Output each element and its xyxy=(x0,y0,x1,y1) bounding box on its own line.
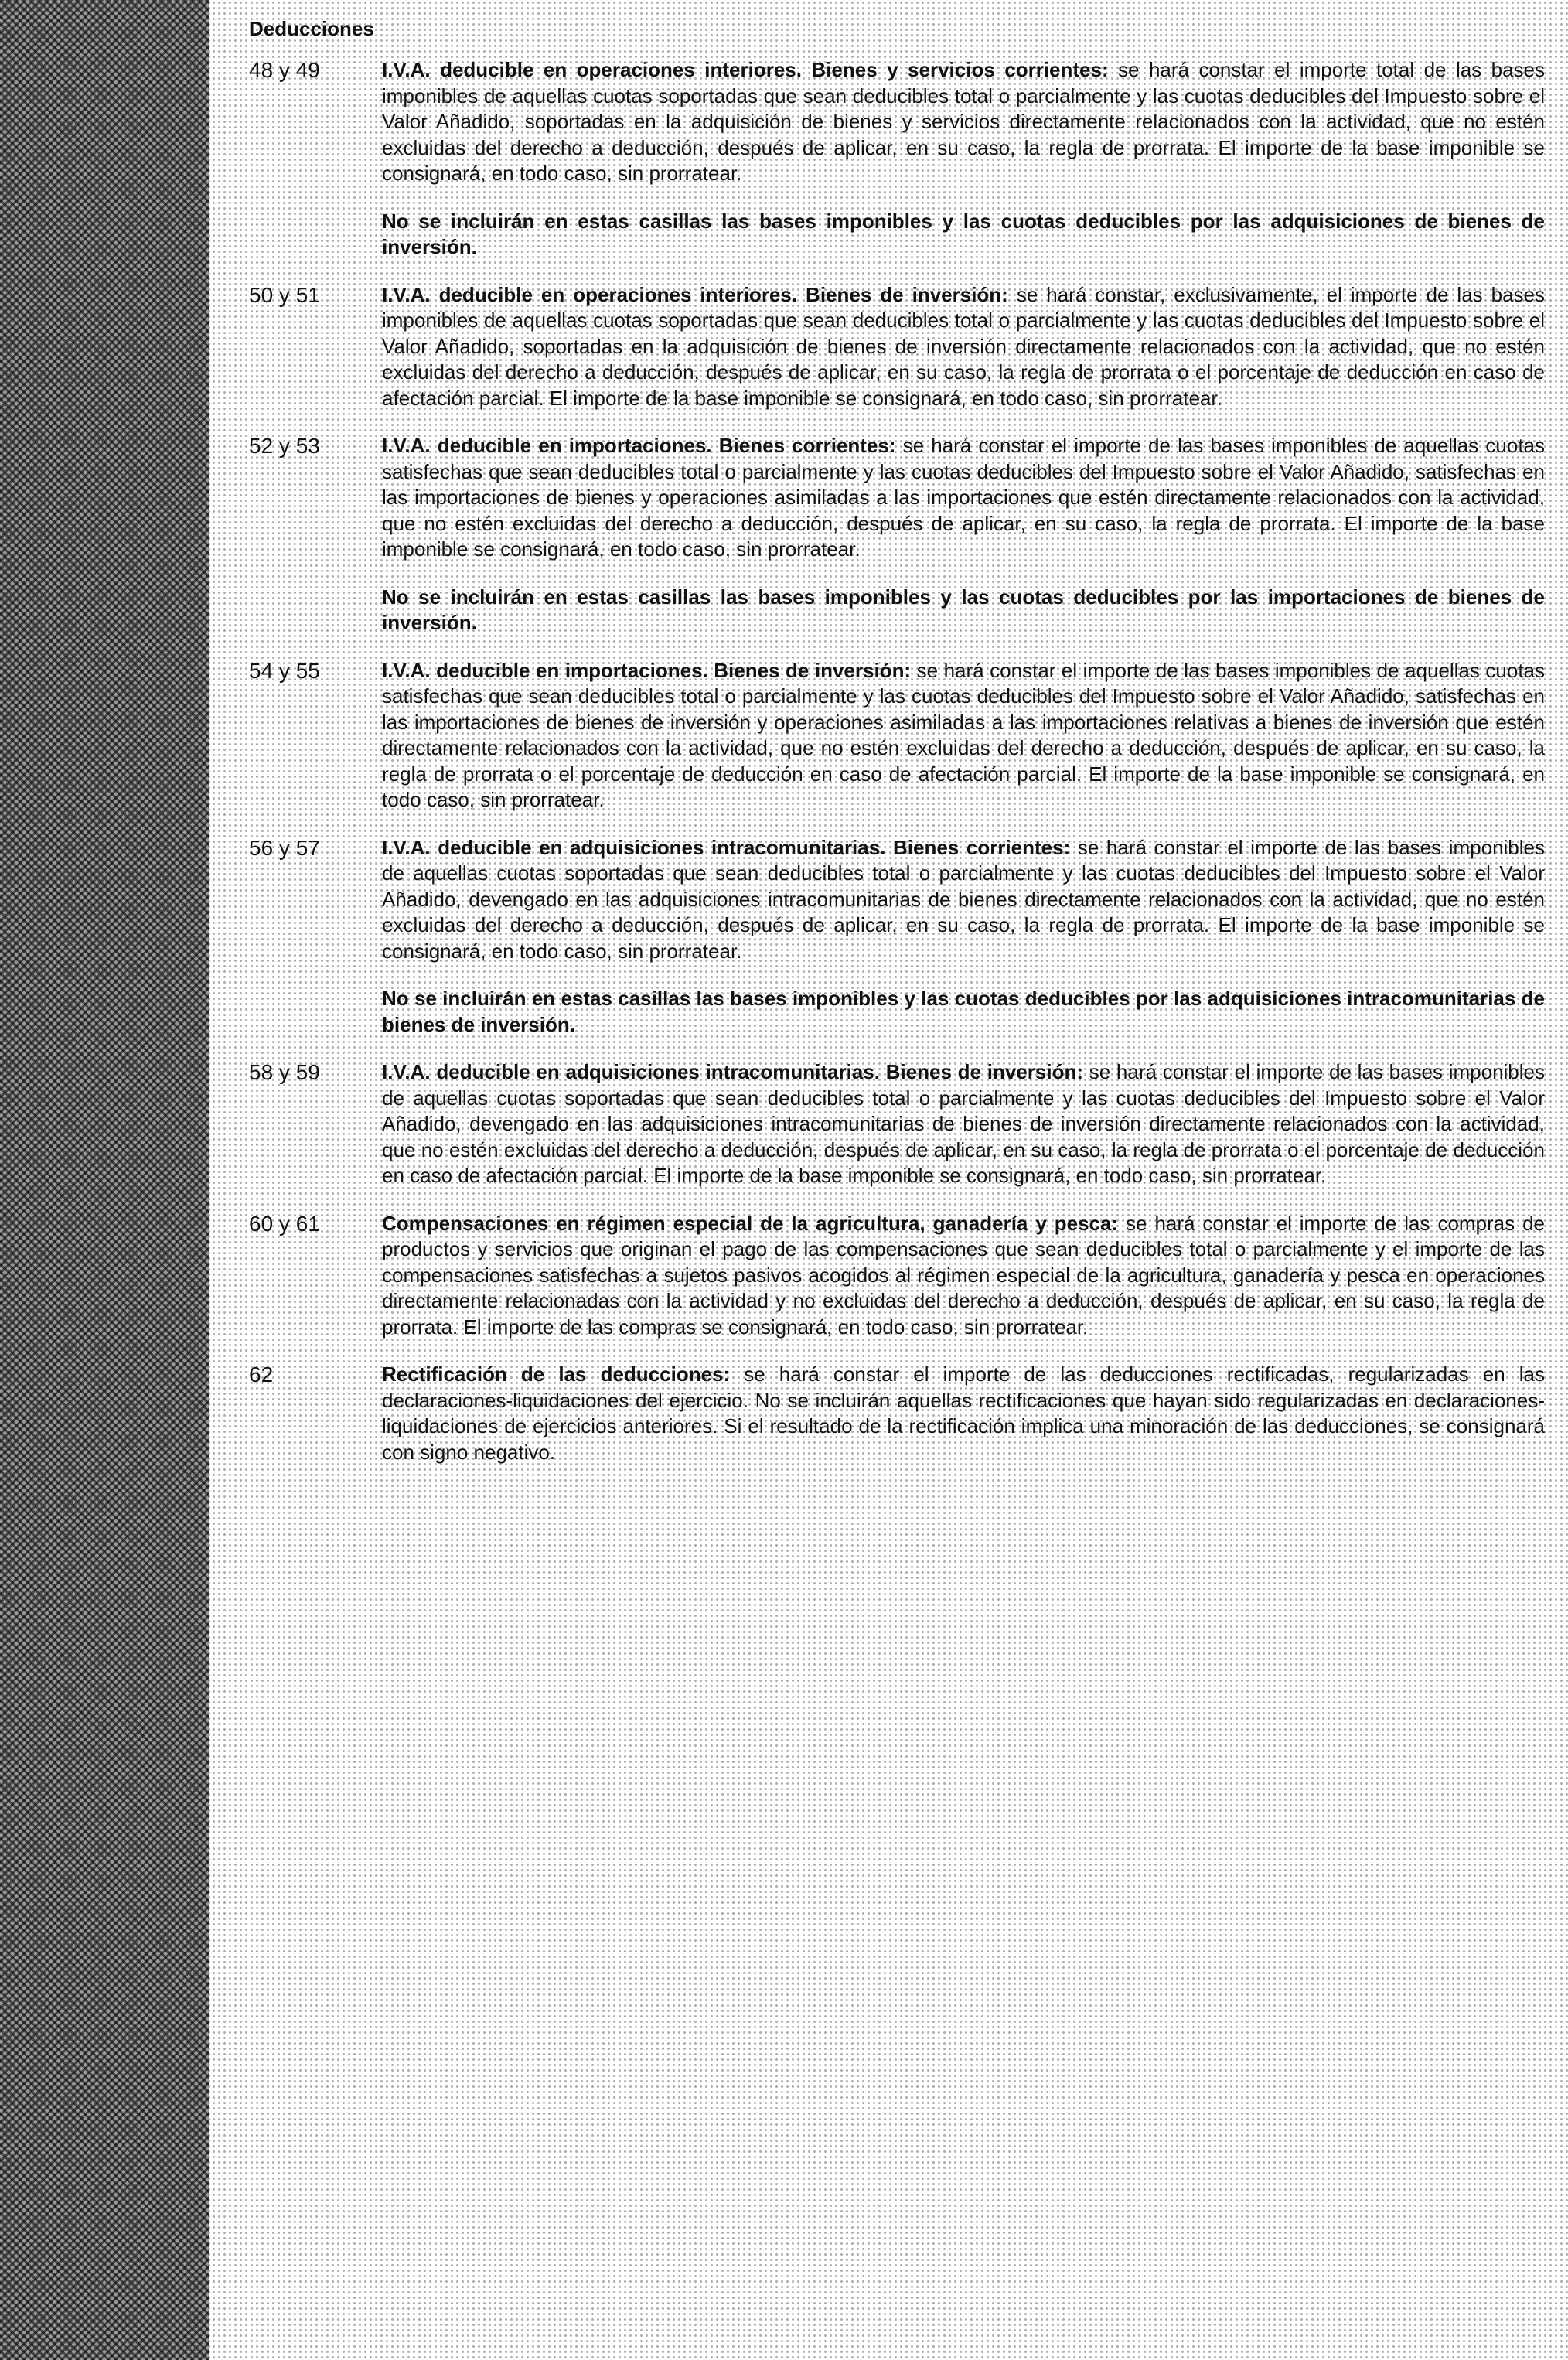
entry-paragraph xyxy=(382,1059,1545,1189)
section-title: Deducciones xyxy=(249,17,374,40)
entry-58-59 xyxy=(249,1059,1545,1189)
entry-paragraph xyxy=(382,658,1545,813)
entry-text: se hará constar, exclusivamente, el importe de las bases imponibles de aquellas cuotas soportadas que sean deducibles total o parcialmente y las cuotas deducibles del Impuesto sobre el Valor Añadido, soportadas en la adquisición de bienes de inversión directamente relacionados con la actividad, que no estén excluidas del derecho a deducción, después de aplicar, en su caso, la regla de prorrata o el porcentaje de deducción en caso de afectación parcial. El importe de la base imponible se consignará, en todo caso, sin prorratear. xyxy=(382,282,1545,410)
entry-body xyxy=(382,658,1545,813)
entry-heading: Compensaciones en régimen especial de la agricultura, ganadería y pesca: xyxy=(382,1211,1119,1235)
entry-body xyxy=(382,1211,1545,1341)
entry-paragraph xyxy=(382,1211,1545,1341)
entry-body xyxy=(382,433,1545,636)
entry-code: 48 y 49 xyxy=(249,58,320,82)
entry-heading: I.V.A. deducible en operaciones interiores. Bienes de inversión: xyxy=(382,282,1008,306)
document-content xyxy=(249,15,1545,1487)
entry-code: 58 y 59 xyxy=(249,1060,320,1084)
entry-heading: I.V.A. deducible en importaciones. Bienes corrientes: xyxy=(382,434,896,457)
entry-code: 60 y 61 xyxy=(249,1211,320,1236)
entry-56-57 xyxy=(249,835,1545,1038)
entry-text: se hará constar el importe de las bases imponibles de aquellas cuotas soportadas que sean deducibles total o parcialmente y las cuotas deducibles del Impuesto sobre el Valor Añadido, devengado en las adquisiciones intracomunitarias de bienes directamente relacionados con la actividad, que no estén excluidas del derecho a deducción, después de aplicar, en su caso, la regla de prorrata. El importe de la base imponible se consignará, en todo caso, sin prorratear. xyxy=(382,835,1545,963)
entry-paragraph xyxy=(382,282,1545,412)
entry-heading: I.V.A. deducible en adquisiciones intracomunitarias. Bienes de inversión: xyxy=(382,1060,1083,1083)
entry-54-55 xyxy=(249,658,1545,813)
entry-text: se hará constar el importe total de las bases imponibles de aquellas cuotas soportadas que sean deducibles total o parcialmente y las cuotas deducibles del Impuesto sobre el Valor Añadido, soportadas en la adquisición de bienes y servicios directamente relacionados con la actividad, que no estén excluidas del derecho a deducción, después de aplicar, en su caso, la regla de prorrata. El importe de la base imponible se consignará, en todo caso, sin prorratear. xyxy=(382,58,1546,185)
entry-48-49 xyxy=(249,57,1545,261)
entry-body xyxy=(382,282,1545,412)
entry-note: No se incluirán en estas casillas las bases imponibles y las cuotas deducibles por las importaciones de bienes de inversión. xyxy=(382,585,1545,634)
entry-heading: I.V.A. deducible en importaciones. Bienes de inversión: xyxy=(382,658,912,682)
entry-60-61 xyxy=(249,1211,1545,1341)
entry-text: se hará constar el importe de las deducciones rectificadas, regularizadas en las declaraciones-liquidaciones del ejercicio. No se incluirán aquellas rectificaciones que hayan sido regularizadas en declaraciones-liquidaciones de ejercicios anteriores. Si el resultado de la rectificación implica una minoración de las deducciones, se consignará con signo negativo. xyxy=(382,1362,1546,1464)
entry-text: se hará constar el importe de las bases imponibles de aquellas cuotas satisfechas que sean deducibles total o parcialmente y las cuotas deducibles del Impuesto sobre el Valor Añadido, satisfechas en las importaciones de bienes y operaciones asimiladas a las importaciones que estén directamente relacionados con la actividad, que no estén excluidas del derecho a deducción, después de aplicar, en su caso, la regla de prorrata. El importe de la base imponible se consignará, en todo caso, sin prorratear. xyxy=(382,434,1545,561)
entry-paragraph xyxy=(382,57,1545,187)
entry-52-53 xyxy=(249,433,1545,636)
entry-text: se hará constar el importe de las bases imponibles de aquellas cuotas soportadas que sean deducibles total o parcialmente y las cuotas deducibles del Impuesto sobre el Valor Añadido, devengado en las adquisiciones intracomunitarias de bienes de inversión directamente relacionados con la actividad, que no estén excluidas del derecho a deducción, después de aplicar, en su caso, la regla de prorrata o el porcentaje de deducción en caso de afectación parcial. El importe de la base imponible se consignará, en todo caso, sin prorratear. xyxy=(382,1060,1546,1187)
entry-note: No se incluirán en estas casillas las bases imponibles y las cuotas deducibles por las adquisiciones de bienes de inversión. xyxy=(382,209,1545,258)
entry-body xyxy=(382,1362,1545,1465)
entry-heading: Rectificación de las deducciones: xyxy=(382,1362,731,1386)
entry-heading: I.V.A. deducible en operaciones interiores. Bienes y servicios corrientes: xyxy=(382,58,1109,81)
entry-paragraph xyxy=(382,1362,1545,1465)
entry-50-51 xyxy=(249,282,1545,412)
entry-body xyxy=(382,835,1545,1038)
decorative-side-band xyxy=(0,0,209,2360)
entry-code: 52 y 53 xyxy=(249,434,320,458)
entry-code: 56 y 57 xyxy=(249,835,320,860)
entry-heading: I.V.A. deducible en adquisiciones intracomunitarias. Bienes corrientes: xyxy=(382,835,1071,859)
entry-text: se hará constar el importe de las compras de productos y servicios que originan el pago de las compensaciones que sean deducibles total o parcialmente y el importe de las compensaciones satisfechas a sujetos pasivos acogidos al régimen especial de la agricultura, ganadería y pesca en operaciones directamente relacionadas con la actividad y no excluidas del derecho a deducción, después de aplicar, en su caso, la regla de prorrata. El importe de las compras se consignará, en todo caso, sin prorratear. xyxy=(382,1211,1545,1339)
entry-text: se hará constar el importe de las bases imponibles de aquellas cuotas satisfechas que sean deducibles total o parcialmente y las cuotas deducibles del Impuesto sobre el Valor Añadido, satisfechas en las importaciones de bienes de inversión y operaciones asimiladas a las importaciones relativas a bienes de inversión que estén directamente relacionados con la actividad, que no estén excluidas del derecho a deducción, después de aplicar, en su caso, la regla de prorrata o el porcentaje de deducción en caso de afectación parcial. El importe de la base imponible se consignará, en todo caso, sin prorratear. xyxy=(382,658,1545,811)
entry-code: 54 y 55 xyxy=(249,658,320,683)
entry-62 xyxy=(249,1362,1545,1465)
entry-code: 50 y 51 xyxy=(249,282,320,307)
entry-body xyxy=(382,1059,1545,1189)
entry-body xyxy=(382,57,1545,261)
entry-paragraph xyxy=(382,835,1545,965)
entry-note: No se incluirán en estas casillas las bases imponibles y las cuotas deducibles por las adquisiciones intracomunitarias de bienes de inversión. xyxy=(382,987,1545,1036)
entry-paragraph xyxy=(382,433,1545,563)
entry-code: 62 xyxy=(249,1362,274,1386)
